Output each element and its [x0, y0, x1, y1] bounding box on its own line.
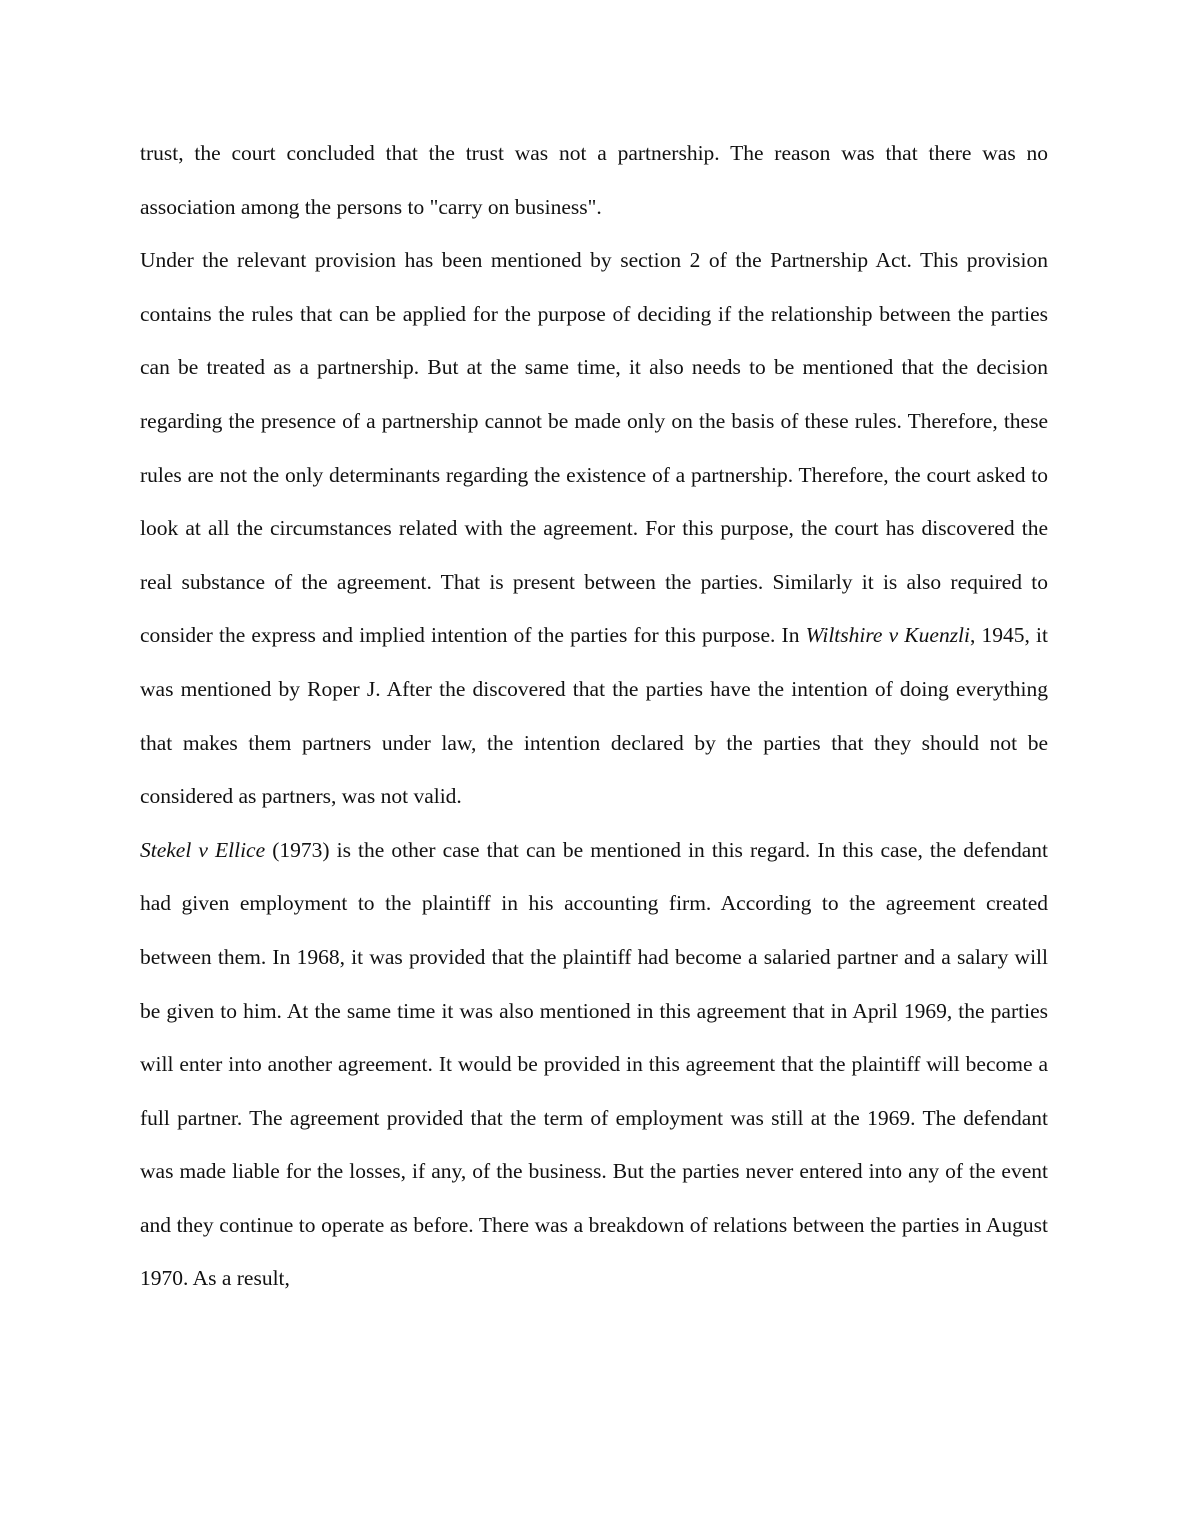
paragraph-partnership-act [140, 234, 1048, 824]
document-page [140, 127, 1048, 1306]
case-name-stekel: Stekel v Ellice [140, 837, 266, 862]
paragraph-text: trust, the court concluded that the trust was not a partnership. The reason was that there was no association among the persons to "carry on business". [140, 141, 1048, 219]
paragraph-text-continued: (1973) is the other case that can be mentioned in this regard. In this case, the defendant had given employment to the plaintiff in his accounting firm. According to the agreement created between them. In 1968, it was provided that the plaintiff had become a salaried partner and a salary will be given to him. At the same time it was also mentioned in this agreement that in April 1969, the parties will enter into another agreement. It would be provided in this agreement that the plaintiff will become a full partner. The agreement provided that the term of employment was still at the 1969. The defendant was made liable for the losses, if any, of the business. But the parties never entered into any of the event and they continue to operate as before. There was a breakdown of relations between the parties in August 1970. As a result, [140, 837, 1048, 1291]
paragraph-text: Under the relevant provision has been mentioned by section 2 of the Partnership Act. This provision contains the rules that can be applied for the purpose of deciding if the relationship between the parties can be treated as a partnership. But at the same time, it also needs to be mentioned that the decision regarding the presence of a partnership cannot be made only on the basis of these rules. Therefore, these rules are not the only determinants regarding the existence of a partnership. Therefore, the court asked to look at all the circumstances related with the agreement. For this purpose, the court has discovered the real substance of the agreement. That is present between the parties. Similarly it is also required to consider the express and implied intention of the parties for this purpose. In [140, 248, 1048, 648]
paragraph-stekel-case [140, 824, 1048, 1306]
paragraph-trust-conclusion [140, 127, 1048, 234]
case-name-wiltshire: Wiltshire v Kuenzli [805, 623, 971, 648]
paragraph-text-continued: , 1945, it was mentioned by Roper J. After the discovered that the parties have the intention of doing everything that makes them partners under law, the intention declared by the parties that they should not be considered as partners, was not valid. [140, 623, 1049, 809]
